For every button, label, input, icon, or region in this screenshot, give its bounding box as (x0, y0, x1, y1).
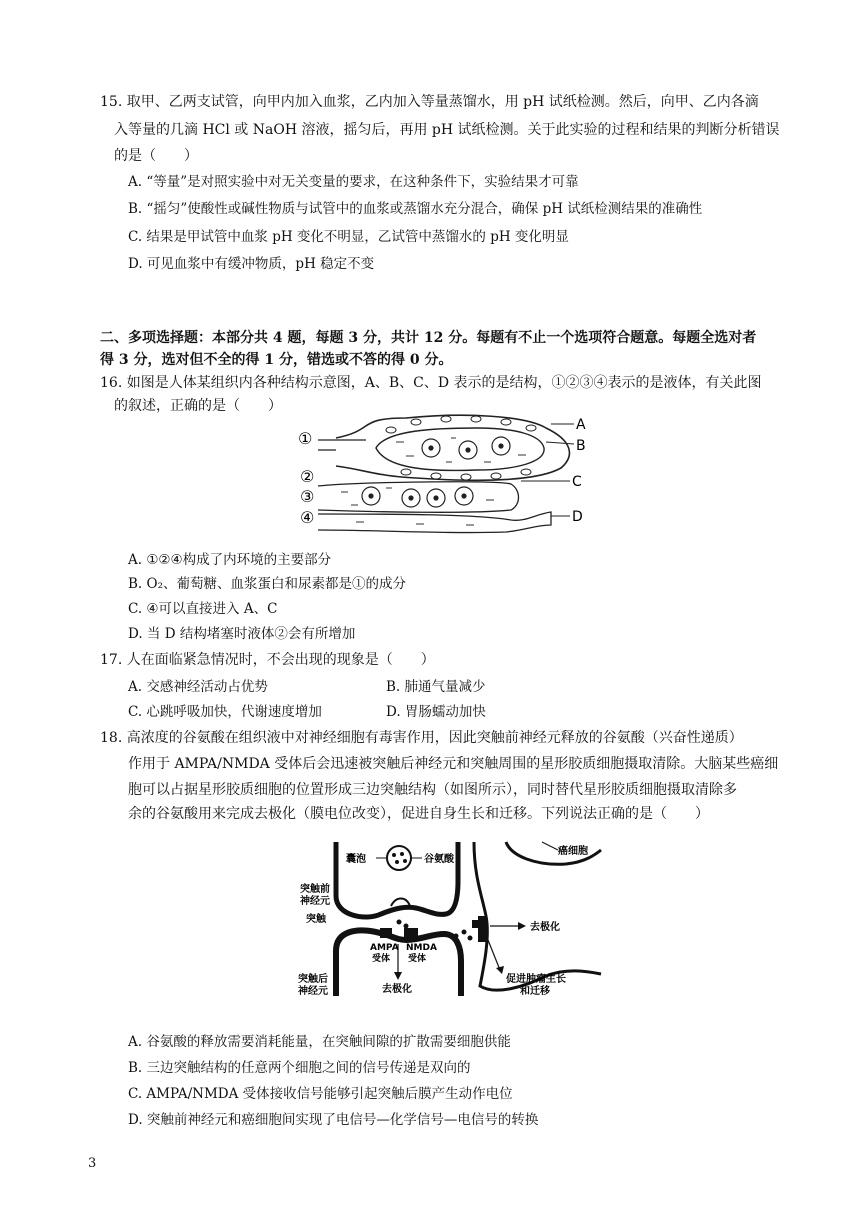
q15-option-b: B. “摇匀”使酸性或碱性物质与试管中的血浆或蒸馏水充分混合，确保 pH 试纸检测结果的准确性 (128, 201, 703, 217)
fig18-label-depol-right: 去极化 (530, 922, 560, 933)
fig18-label-pre-neuron-2: 神经元 (300, 896, 330, 907)
q18-stem-line3: 胞可以占据星形胶质细胞的位置形成三边突触结构（如图所示），同时替代星形胶质细胞摄取清除多 (128, 782, 737, 798)
fig18-label-glutamate: 谷氨酸 (424, 854, 454, 865)
fig18-label-depol-bottom: 去极化 (382, 984, 412, 995)
q18-stem-line4: 余的谷氨酸用来完成去极化（膜电位改变），促进自身生长和迁移。下列说法正确的是（ ） (128, 806, 709, 822)
tripartite-synapse-diagram (296, 836, 606, 1006)
q16-option-d: D. 当 D 结构堵塞时液体②会有所增加 (128, 626, 356, 642)
fig16-label-c: C (572, 474, 582, 490)
fig18-label-promote-1: 促进肿瘤生长 (506, 974, 566, 985)
q17-option-d: D. 胃肠蠕动加快 (386, 704, 486, 720)
fig18-label-promote-2: 和迁移 (520, 986, 550, 997)
q17-option-b: B. 肺通气量减少 (386, 679, 486, 695)
fig18-label-pre-neuron-1: 突触前 (300, 884, 330, 895)
q17-option-c: C. 心跳呼吸加快，代谢速度增加 (128, 704, 322, 720)
q18-option-a: A. 谷氨酸的释放需要消耗能量，在突触间隙的扩散需要细胞供能 (128, 1034, 511, 1050)
q15-option-d: D. 可见血浆中有缓冲物质，pH 稳定不变 (128, 256, 375, 272)
fig18-label-post-neuron-1: 突触后 (298, 974, 328, 985)
section2-header-line1: 二、多项选择题：本部分共 4 题，每题 3 分，共计 12 分。每题有不止一个选项符合题意。每题全选对者 (100, 330, 757, 346)
q16-option-b: B. O₂、葡萄糖、血浆蛋白和尿素都是①的成分 (128, 576, 406, 592)
q16-option-a: A. ①②④构成了内环境的主要部分 (128, 552, 332, 568)
fig18-label-vesicle: 囊泡 (346, 854, 366, 865)
fig16-label-d: D (572, 509, 583, 525)
fig18-label-cancer-cell: 癌细胞 (558, 846, 588, 857)
q18-option-b: B. 三边突触结构的任意两个细胞之间的信号传递是双向的 (128, 1060, 471, 1076)
page-number: 3 (88, 1156, 97, 1171)
fig18-label-ampa-2: 受体 (372, 954, 391, 964)
fig16-label-a: A (576, 417, 586, 433)
q18-stem-line2: 作用于 AMPA/NMDA 受体后会迅速被突触后神经元和突触周围的星形胶质细胞摄取清除。大脑某些癌细 (128, 756, 779, 772)
fig18-label-synapse: 突触 (306, 914, 326, 925)
q18-stem-line1: 18. 高浓度的谷氨酸在组织液中对神经细胞有毒害作用，因此突触前神经元释放的谷氨酸（兴奋性递质） (100, 730, 743, 746)
q18-option-c: C. AMPA/NMDA 受体接收信号能够引起突触后膜产生动作电位 (128, 1086, 513, 1102)
q17-stem: 17. 人在面临紧急情况时，不会出现的现象是（ ） (100, 652, 435, 668)
q15-stem-line3: 的是（ ） (114, 148, 198, 164)
fig18-label-nmda-1: NMDA (406, 943, 437, 953)
fig16-label-b: B (576, 438, 586, 454)
q17-option-a: A. 交感神经活动占优势 (128, 679, 268, 695)
fig18-label-post-neuron-2: 神经元 (298, 986, 328, 997)
fig16-label-4: ④ (300, 508, 315, 527)
q18-option-d: D. 突触前神经元和癌细胞间实现了电信号—化学信号—电信号的转换 (128, 1112, 539, 1128)
fig16-label-1: ① (298, 429, 313, 448)
q16-stem-line2: 的叙述，正确的是（ ） (114, 398, 282, 414)
q16-stem-line1: 16. 如图是人体某组织内各种结构示意图，A、B、C、D 表示的是结构，①②③④表示的是液体，有关此图 (100, 375, 762, 391)
tissue-structure-diagram (296, 410, 596, 535)
fig18-label-ampa-1: AMPA (370, 943, 399, 953)
fig16-label-3: ③ (300, 487, 315, 506)
fig16-label-2: ② (300, 467, 315, 486)
q15-option-c: C. 结果是甲试管中血浆 pH 变化不明显，乙试管中蒸馏水的 pH 变化明显 (128, 229, 569, 245)
section2-header-line2: 得 3 分，选对但不全的得 1 分，错选或不答的得 0 分。 (100, 352, 453, 368)
q15-stem-line1: 15. 取甲、乙两支试管，向甲内加入血浆，乙内加入等量蒸馏水，用 pH 试纸检测。然后，向甲、乙内各滴 (100, 94, 759, 110)
fig18-label-nmda-2: 受体 (408, 954, 427, 964)
q15-stem-line2: 入等量的几滴 HCl 或 NaOH 溶液，摇匀后，再用 pH 试纸检测。关于此实验的过程和结果的判断分析错误 (114, 122, 780, 138)
q16-option-c: C. ④可以直接进入 A、C (128, 601, 278, 617)
q15-option-a: A. “等量”是对照实验中对无关变量的要求，在这种条件下，实验结果才可靠 (128, 174, 579, 190)
